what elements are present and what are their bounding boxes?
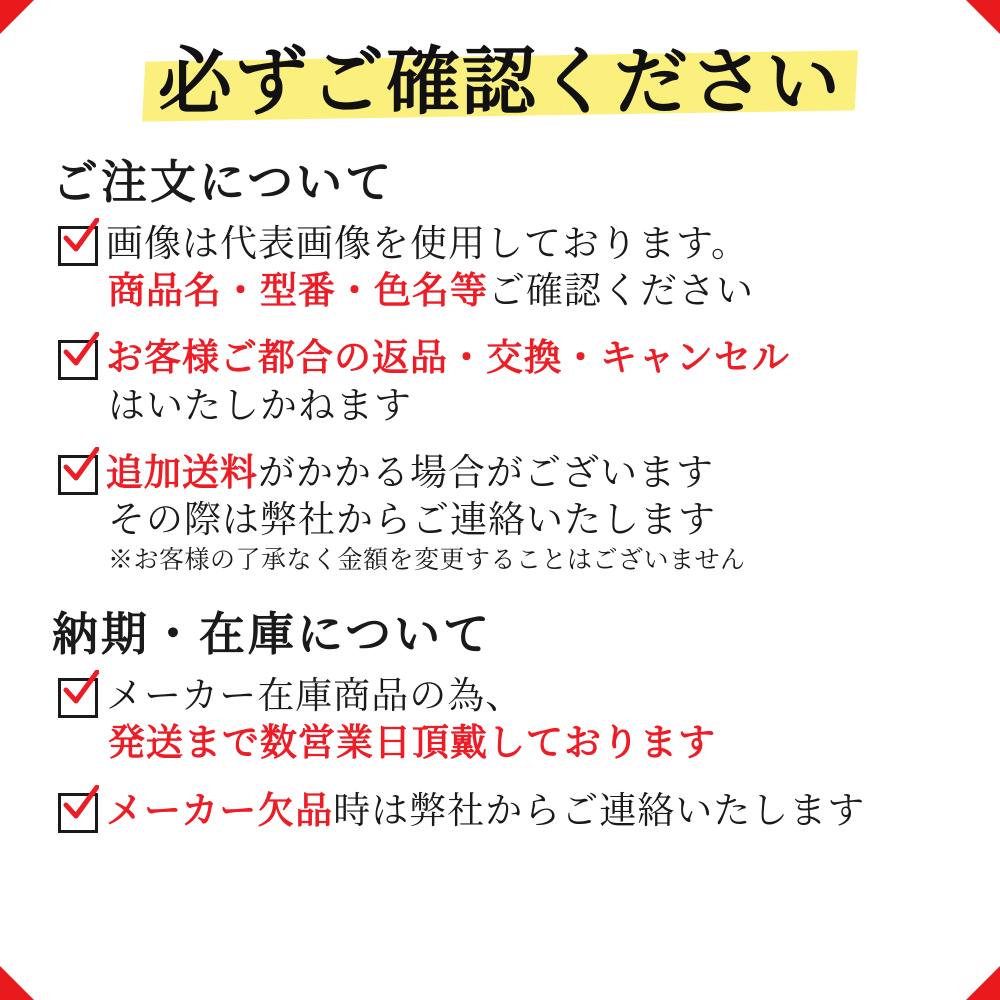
list-item-line (106, 449, 960, 496)
list-item-line (108, 496, 960, 543)
text-black: 画像は代表画像を使用しております。 (106, 221, 750, 265)
text-red: 発送まで数営業日頂戴しております (108, 720, 716, 765)
section-title-delivery: 納期・在庫について (52, 606, 493, 661)
text-red: 追加送料 (106, 450, 258, 495)
list-item-line (108, 267, 960, 314)
list-item-text (106, 334, 960, 429)
checkbox-checked-icon (58, 455, 98, 495)
list-item-line (108, 719, 960, 766)
list-item-line (106, 672, 960, 719)
checkbox-checked-icon (58, 793, 98, 833)
list-item (58, 787, 960, 834)
list-item-text (106, 220, 960, 315)
text-red: お客様ご都合の返品・交換・キャンセル (106, 335, 790, 380)
list-item (58, 334, 960, 429)
check-mark-icon (63, 670, 99, 706)
list-item-line (106, 334, 960, 381)
checkbox-checked-icon (58, 678, 98, 718)
text-black: がかかる場合がございます (258, 451, 714, 495)
list-item-line (106, 787, 960, 834)
check-mark-icon (63, 218, 99, 254)
text-red: メーカー欠品 (106, 787, 334, 832)
checkbox-checked-icon (58, 226, 98, 266)
check-mark-icon (63, 332, 99, 368)
page-title: 必ずご確認ください (158, 39, 842, 125)
text-red: 商品名・型番・色名等 (108, 268, 488, 313)
list-item-text (106, 787, 960, 834)
list-item-line (108, 382, 960, 429)
list-item (58, 220, 960, 315)
check-mark-icon (63, 785, 99, 821)
list-item-line (106, 220, 960, 267)
checkbox-checked-icon (58, 340, 98, 380)
list-item-text (106, 449, 960, 576)
page-title-banner (136, 39, 864, 128)
text-black: ご確認ください (488, 269, 754, 313)
list-item-text (106, 672, 960, 767)
check-mark-icon (63, 447, 99, 483)
text-black: その際は弊社からご連絡いたします (108, 498, 716, 542)
section-title-orders: ご注文について (52, 154, 395, 209)
banner-area (40, 39, 960, 128)
list-item (58, 449, 960, 576)
list-item-note: ※お客様の了承なく金額を変更することはございません (108, 544, 746, 574)
text-black: 時は弊社からご連絡いたします (333, 788, 866, 832)
text-black: はいたしかねます (108, 383, 412, 427)
list-item (58, 672, 960, 767)
text-black: メーカー在庫商品の為、 (106, 673, 524, 717)
